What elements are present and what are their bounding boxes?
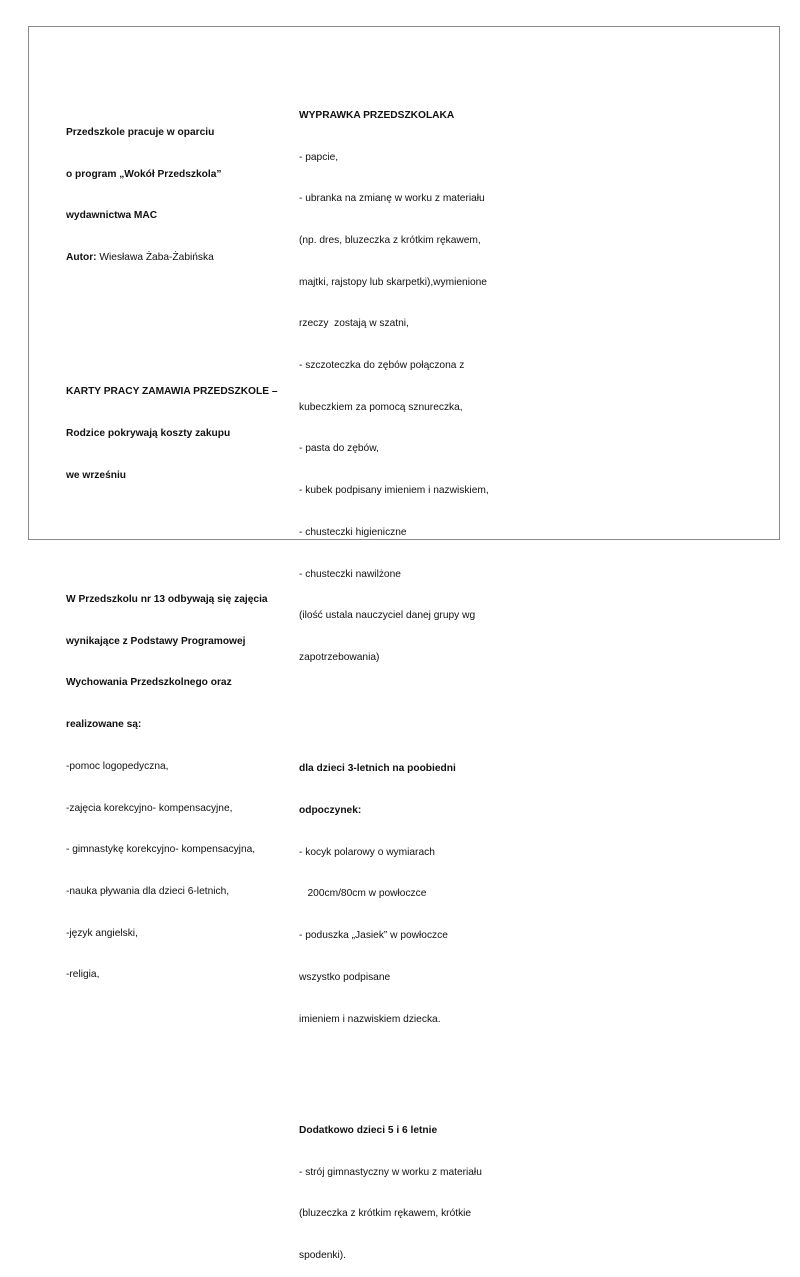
extra-item: spodenki).	[299, 1249, 347, 1261]
layette-item: zapotrzebowania)	[299, 651, 380, 663]
extra-item: - strój gimnastyczny w worku z materiału	[299, 1166, 482, 1178]
classes-heading-line: realizowane są:	[66, 719, 142, 731]
nap-heading-line: odpoczynek:	[299, 804, 362, 816]
layette-item: - kubek podpisany imieniem i nazwiskiem,	[299, 485, 489, 497]
classes-item: -nauka pływania dla dzieci 6-letnich,	[66, 885, 230, 897]
layette-item: - pasta do zębów,	[299, 443, 379, 455]
layette-item: - ubranka na zmianę w worku z materiału	[299, 193, 485, 205]
layette-heading: WYPRAWKA PRZEDSZKOLAKA	[299, 109, 455, 121]
left-column	[66, 98, 286, 996]
cards-line: we wrześniu	[66, 469, 127, 481]
author-name: Wiesława Żaba-Żabińska	[96, 251, 214, 263]
layette-item: - chusteczki nawilżone	[299, 568, 401, 580]
classes-item: -język angielski,	[66, 927, 138, 939]
classes-item: - gimnastykę korekcyjno- kompensacyjna,	[66, 844, 256, 856]
layette-item: rzeczy zostają w szatni,	[299, 318, 409, 330]
layette-item: - chusteczki higieniczne	[299, 526, 407, 538]
extra-heading: Dodatkowo dzieci 5 i 6 letnie	[299, 1124, 438, 1136]
program-line: Przedszkole pracuje w oparciu	[66, 126, 215, 138]
author-line	[66, 251, 286, 265]
extra-item: (bluzeczka z krótkim rękawem, krótkie	[299, 1208, 472, 1220]
program-line: wydawnictwa MAC	[66, 210, 158, 222]
classes-heading-line: wynikające z Podstawy Programowej	[66, 635, 246, 647]
layette-item: - szczoteczka do zębów połączona z	[299, 360, 465, 372]
nap-item: wszystko podpisane	[299, 971, 391, 983]
cards-line: KARTY PRACY ZAMAWIA PRZEDSZKOLE –	[66, 386, 278, 398]
classes-item: -pomoc logopedyczna,	[66, 760, 169, 772]
nap-item: - kocyk polarowy o wymiarach	[299, 846, 435, 858]
layette-item: kubeczkiem za pomocą sznureczka,	[299, 401, 463, 413]
right-column	[299, 81, 539, 1277]
layette-item: - papcie,	[299, 151, 339, 163]
classes-heading-line: Wychowania Przedszkolnego oraz	[66, 677, 232, 689]
nap-item: imieniem i nazwiskiem dziecka.	[299, 1013, 441, 1025]
program-line: o program „Wokół Przedszkola”	[66, 168, 222, 180]
layette-item: (ilość ustala nauczyciel danej grupy wg	[299, 610, 476, 622]
layette-item: (np. dres, bluzeczka z krótkim rękawem,	[299, 234, 481, 246]
classes-item: -zajęcia korekcyjno- kompensacyjne,	[66, 802, 233, 814]
classes-heading-line: W Przedszkolu nr 13 odbywają się zajęcia	[66, 593, 268, 605]
classes-item: -religia,	[66, 969, 100, 981]
cards-line: Rodzice pokrywają koszty zakupu	[66, 427, 231, 439]
nap-item: - poduszka „Jasiek” w powłoczce	[299, 930, 448, 942]
nap-item: 200cm/80cm w powłoczce	[299, 888, 427, 900]
author-label: Autor:	[66, 251, 97, 263]
layette-item: majtki, rajstopy lub skarpetki),wymienione	[299, 276, 487, 288]
nap-heading-line: dla dzieci 3-letnich na poobiedni	[299, 763, 456, 775]
